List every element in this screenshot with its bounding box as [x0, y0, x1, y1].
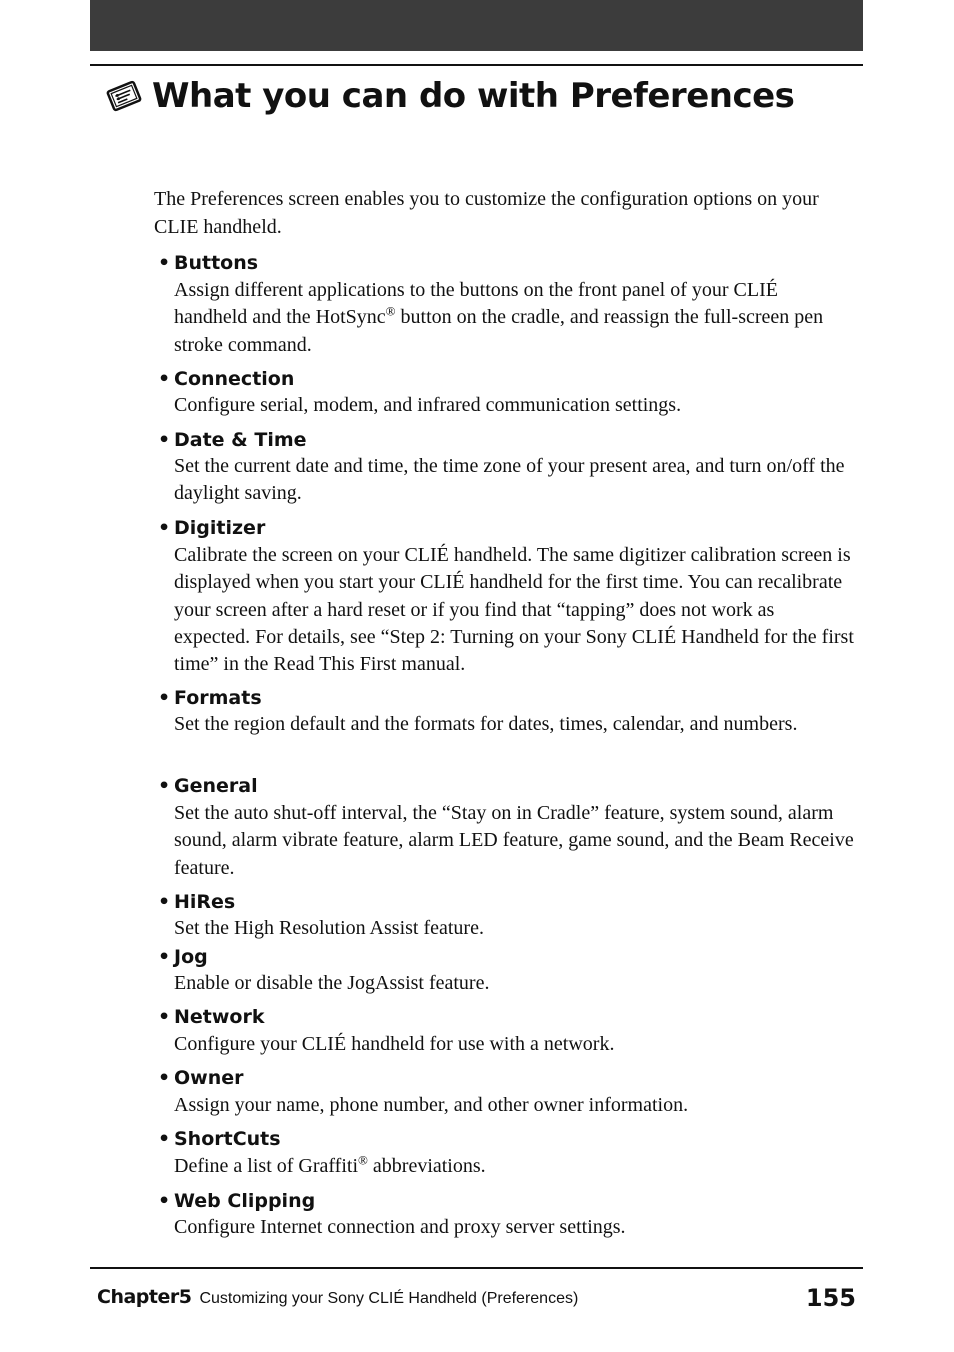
desc-text: abbreviations. — [367, 1155, 486, 1177]
title-row — [104, 76, 794, 116]
bullet: • — [158, 946, 171, 968]
bullet: • — [158, 1067, 171, 1089]
chapter-title: Customizing your Sony CLIÉ Handheld (Preferences) — [199, 1290, 579, 1307]
preferences-icon — [104, 77, 144, 115]
item-description: Enable or disable the JogAssist feature. — [174, 972, 490, 994]
item-description: Set the region default and the formats for dates, times, calendar, and numbers. — [174, 713, 798, 735]
list-item-heading — [158, 1189, 315, 1213]
item-description: Set the auto shut-off interval, the “Stay on in Cradle” feature, system sound, alarm sound, alarm vibrate feature, alarm LED feature, game sound, and the Beam Receive feature. — [174, 802, 854, 879]
desc-text: Assign different applications to the buttons on the front panel of your CLIÉ handheld and the HotSync — [174, 279, 778, 329]
item-label: HiRes — [174, 891, 236, 913]
header-band — [90, 0, 863, 51]
item-label: Network — [174, 1006, 265, 1028]
header-rule — [90, 64, 863, 66]
list-item-heading — [158, 890, 235, 914]
bullet: • — [158, 687, 171, 709]
desc-text: Define a list of Graffiti — [174, 1155, 359, 1177]
item-label: Digitizer — [174, 517, 266, 539]
list-item-heading — [158, 1127, 281, 1151]
item-label: Date & Time — [174, 429, 307, 451]
page-title: What you can do with Preferences — [152, 76, 795, 116]
page-number: 155 — [805, 1284, 856, 1312]
item-label: Jog — [174, 946, 208, 968]
bullet: • — [158, 775, 171, 797]
item-label: General — [174, 775, 258, 797]
list-item-heading — [158, 1005, 264, 1029]
registered-mark: ® — [358, 1152, 368, 1168]
list-item-heading — [158, 1066, 244, 1090]
item-description: Set the High Resolution Assist feature. — [174, 917, 484, 939]
item-label: Formats — [174, 687, 262, 709]
item-label: Connection — [174, 368, 295, 390]
bullet: • — [158, 1190, 171, 1212]
footer — [97, 1286, 578, 1308]
item-description — [174, 1153, 854, 1180]
item-label: Web Clipping — [174, 1190, 316, 1212]
list-item-heading — [158, 251, 258, 275]
item-description: Configure your CLIÉ handheld for use with a network. — [174, 1033, 615, 1055]
item-description: Calibrate the screen on your CLIÉ handheld. The same digitizer calibration screen is displayed when you start your CLIÉ handheld for the first time. You can recalibrate your screen after a hard reset or if you find that “tapping” does not work as expected. For details, see “Step 2: Turning on your Sony CLIÉ Handheld for the first time” in the Read This First manual. — [174, 544, 854, 676]
list-item-heading — [158, 428, 307, 452]
list-item-heading — [158, 945, 208, 969]
list-item-heading — [158, 686, 262, 710]
bullet: • — [158, 1006, 171, 1028]
item-description: Configure Internet connection and proxy server settings. — [174, 1216, 626, 1238]
item-description — [174, 277, 854, 359]
footer-rule — [90, 1267, 863, 1269]
bullet: • — [158, 891, 171, 913]
item-description: Configure serial, modem, and infrared communication settings. — [174, 394, 682, 416]
bullet: • — [158, 252, 171, 274]
registered-mark: ® — [385, 303, 396, 319]
list-item-heading — [158, 516, 265, 540]
intro-paragraph: The Preferences screen enables you to customize the configuration options on your CLIE handheld. — [154, 188, 819, 238]
bullet: • — [158, 368, 171, 390]
item-description: Assign your name, phone number, and other owner information. — [174, 1094, 689, 1116]
list-item-heading — [158, 774, 258, 798]
item-description: Set the current date and time, the time zone of your present area, and turn on/off the daylight saving. — [174, 455, 845, 505]
item-label: ShortCuts — [174, 1128, 281, 1150]
item-label: Buttons — [174, 252, 259, 274]
item-label: Owner — [174, 1067, 244, 1089]
chapter-label: Chapter5 — [97, 1286, 192, 1308]
bullet: • — [158, 429, 171, 451]
desc-text: button on the cradle, and reassign the full-screen pen stroke command. — [174, 306, 824, 356]
bullet: • — [158, 517, 171, 539]
list-item-heading — [158, 367, 294, 391]
bullet: • — [158, 1128, 171, 1150]
